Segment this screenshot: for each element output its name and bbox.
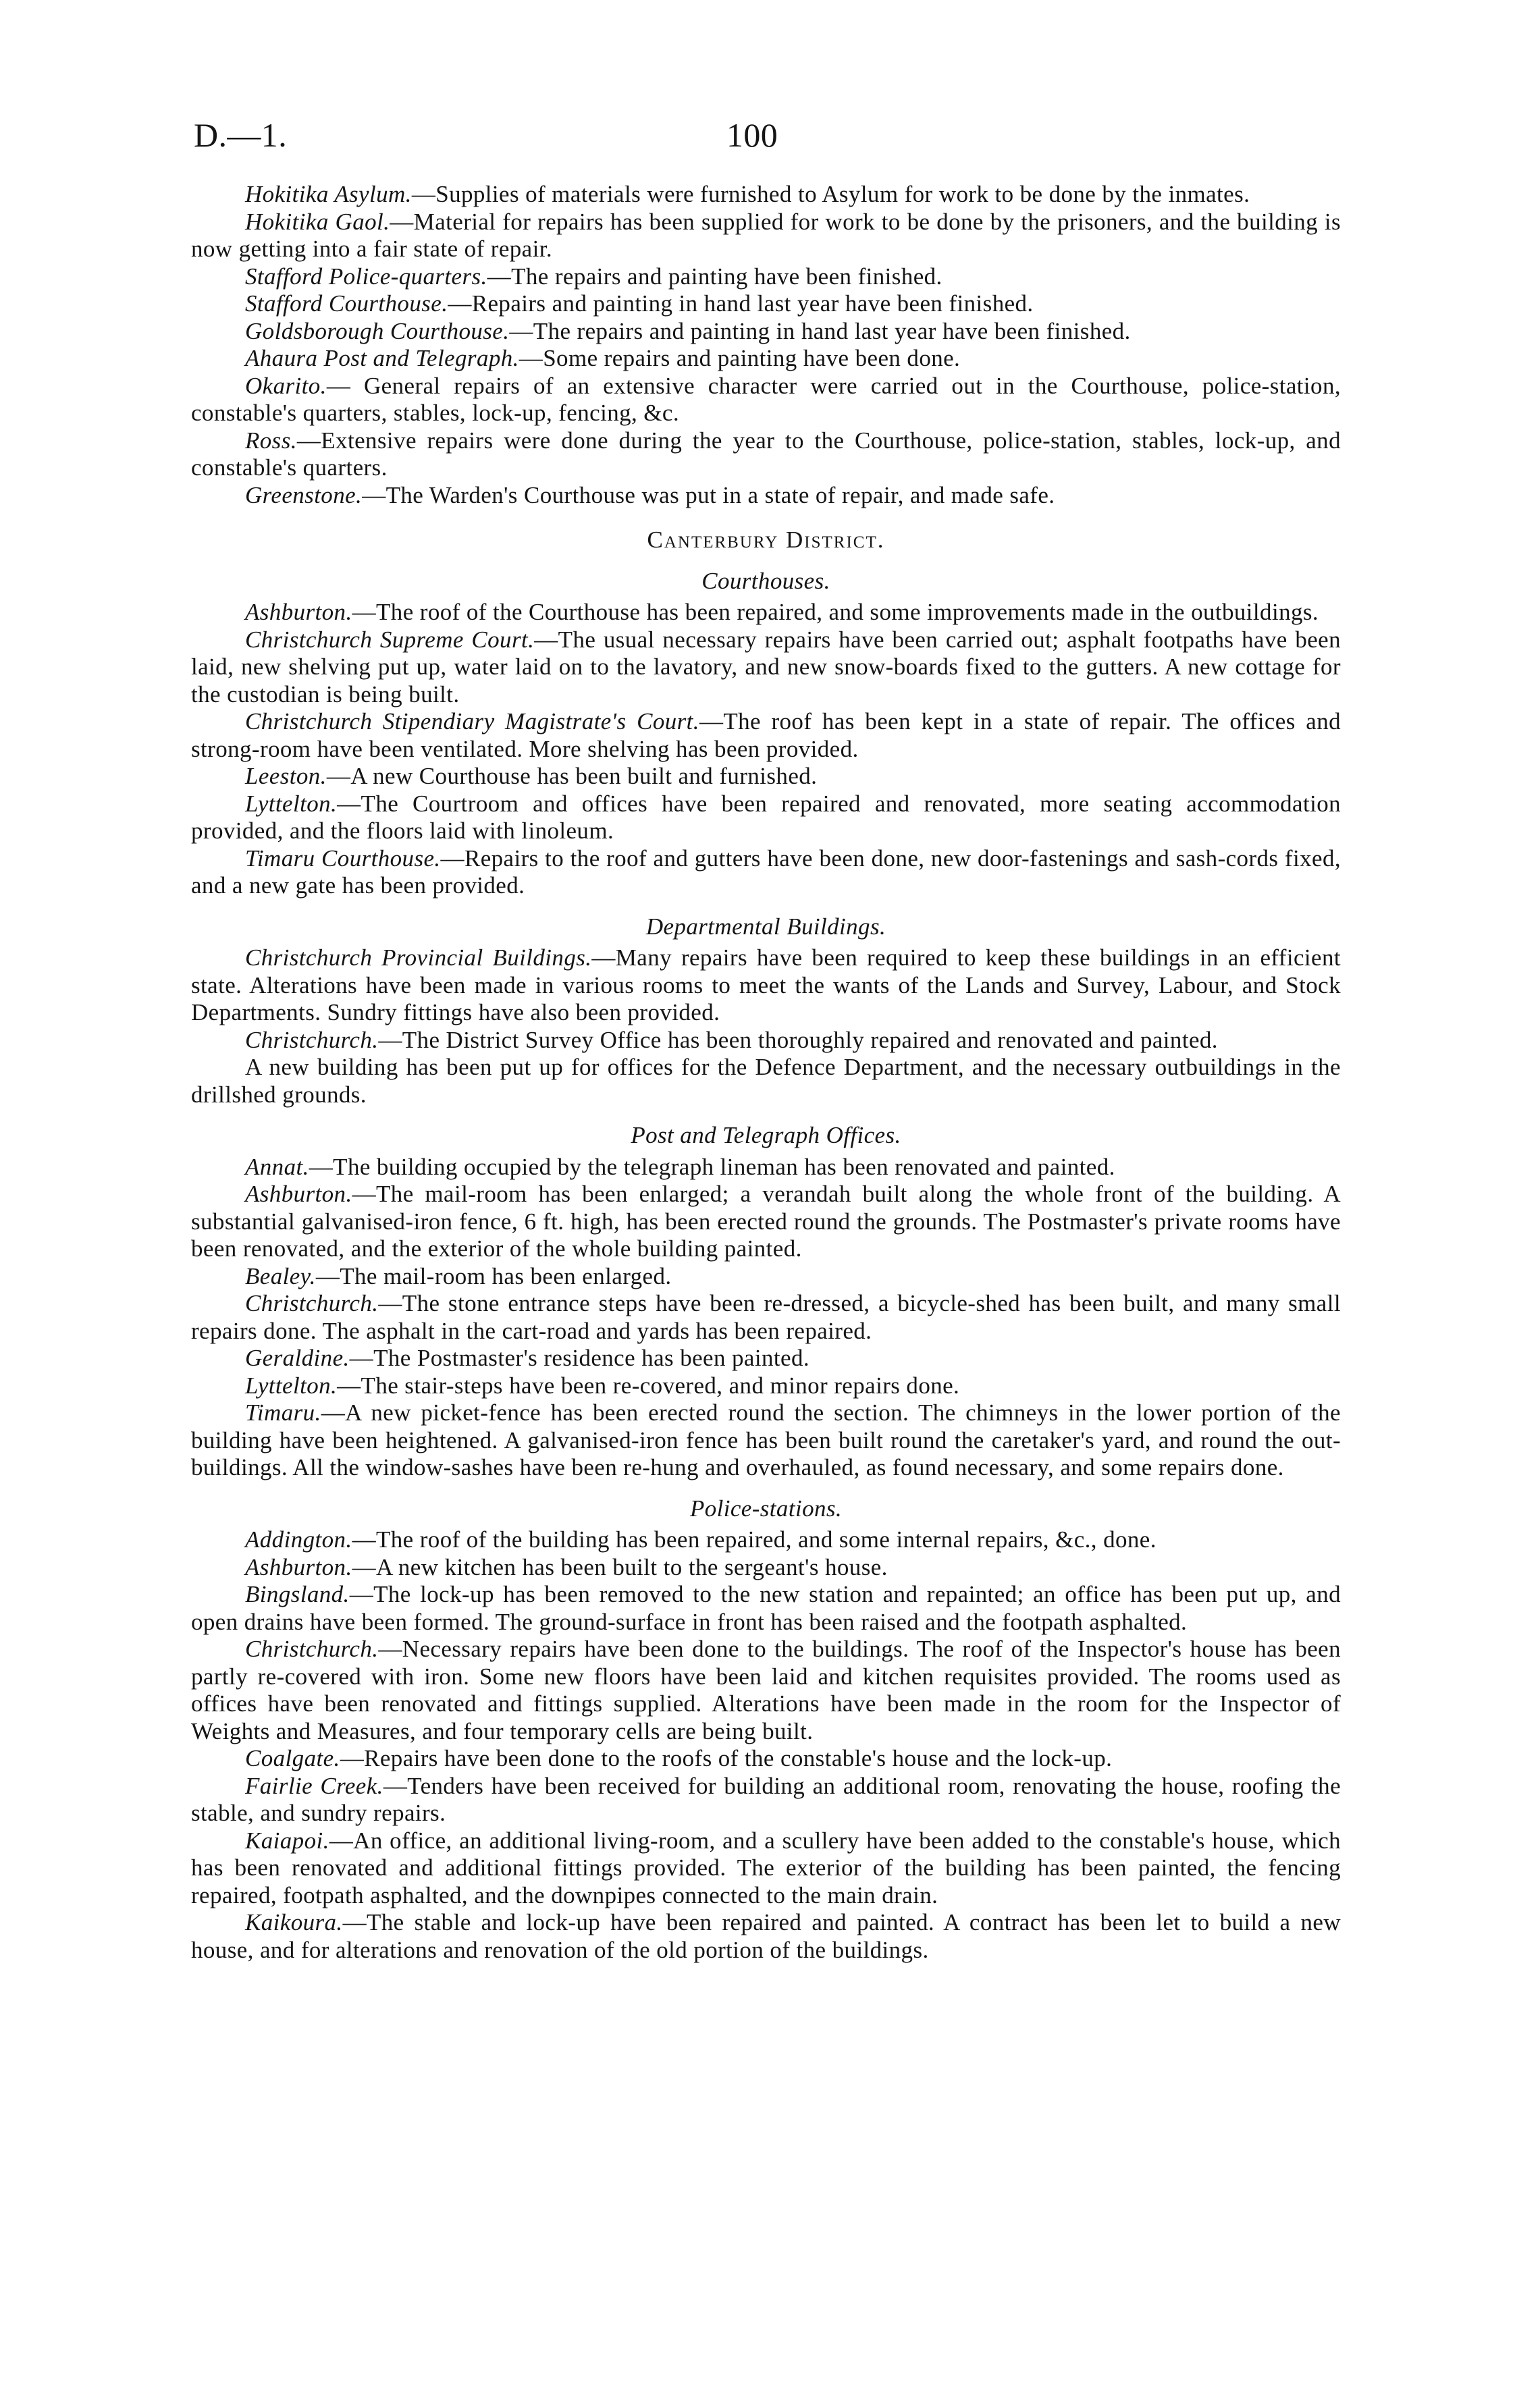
paragraph-lead: Annat. bbox=[245, 1153, 309, 1180]
paragraph-text: —Many repairs have been required to keep these buildings in an efficient state. Alterations have been made in various rooms to meet the wants of the Lands and Survey, Labour, and Stock Departments. Sundry fittings have also been provided. bbox=[191, 944, 1341, 1025]
paragraph-lead: Christchurch. bbox=[245, 1026, 379, 1053]
paragraph-text: —The repairs and painting have been finished. bbox=[487, 263, 942, 290]
paragraph-text: —Some repairs and painting have been done. bbox=[519, 345, 961, 371]
paragraph bbox=[191, 1773, 1341, 1827]
paragraph-lead: Christchurch. bbox=[245, 1636, 379, 1662]
document-body bbox=[191, 181, 1341, 1964]
paragraph-lead: Ashburton. bbox=[245, 1553, 352, 1580]
paragraph-text: —The mail-room has been enlarged. bbox=[315, 1262, 672, 1289]
paragraph-text: —A new kitchen has been built to the sergeant's house. bbox=[352, 1553, 888, 1580]
paragraph bbox=[191, 1027, 1341, 1054]
paragraph-text: —The lock-up has been removed to the new station and repainted; an office has been put up, and open drains have been formed. The ground-surface in front has been raised and the footpath asphalted. bbox=[191, 1581, 1341, 1635]
paragraph bbox=[191, 944, 1341, 1027]
paragraph-lead: Hokitika Gaol. bbox=[245, 208, 390, 235]
paragraph-lead: Kaikoura. bbox=[245, 1909, 343, 1935]
paragraph-text: —A new picket-fence has been erected round the section. The chimneys in the lower portion of the building have been heightened. A galvanised-iron fence has been built round the caretaker's yard, and round the out-buildings. All the window-sashes have been re-hung and overhauled, as found necessary, and some repairs done. bbox=[191, 1399, 1341, 1480]
paragraph bbox=[191, 1154, 1341, 1181]
paragraph-lead: Christchurch Provincial Buildings. bbox=[245, 944, 592, 971]
paragraph-lead: Fairlie Creek. bbox=[245, 1772, 383, 1799]
paragraph bbox=[191, 1745, 1341, 1773]
paragraph bbox=[191, 599, 1341, 626]
paragraph-text: —An office, an additional living-room, and a scullery have been added to the constable's house, which has been renovated and additional fittings provided. The exterior of the building has been painted, the fencing repaired, footpath asphalted, and the downpipes connected to the main drain. bbox=[191, 1827, 1341, 1908]
paragraph-text: —The building occupied by the telegraph lineman has been renovated and painted. bbox=[309, 1153, 1115, 1180]
paragraph bbox=[191, 626, 1341, 709]
paragraph-lead: Timaru. bbox=[245, 1399, 321, 1426]
paragraph-text: —Repairs have been done to the roofs of the constable's house and the lock-up. bbox=[340, 1745, 1113, 1771]
paragraph-lead: Kaiapoi. bbox=[245, 1827, 329, 1854]
paragraph-text: —A new Courthouse has been built and furnished. bbox=[326, 763, 818, 789]
paragraph-lead: Ashburton. bbox=[245, 1181, 352, 1207]
paragraph-lead: Stafford Courthouse. bbox=[245, 290, 448, 317]
paragraph-lead: Bingsland. bbox=[245, 1581, 350, 1607]
section-subheading: Police-stations. bbox=[689, 1495, 843, 1522]
paragraph bbox=[191, 1554, 1341, 1582]
document-reference: D.—1. bbox=[194, 116, 288, 154]
paragraph-text: —Material for repairs has been supplied for work to be done by the prisoners, and the building is now getting into a fair state of repair. bbox=[191, 208, 1341, 262]
paragraph-lead: Goldsborough Courthouse. bbox=[245, 317, 510, 344]
paragraph bbox=[191, 1181, 1341, 1263]
paragraph-lead: Christchurch. bbox=[245, 1290, 379, 1316]
paragraph bbox=[191, 1909, 1341, 1964]
paragraph-text: —The usual necessary repairs have been carried out; asphalt footpaths have been laid, new shelving put up, water laid on to the lavatory, and new snow-boards fixed to the gutters. A new cottage for the custodian is being built. bbox=[191, 626, 1341, 707]
paragraph-lead: Christchurch Supreme Court. bbox=[245, 626, 535, 653]
paragraph-lead: Coalgate. bbox=[245, 1745, 340, 1771]
paragraph bbox=[191, 263, 1341, 291]
paragraph-lead: Okarito. bbox=[245, 372, 327, 399]
paragraph-text: —The roof has been kept in a state of repair. The offices and strong-room have been ventilated. More shelving has been provided. bbox=[191, 708, 1341, 762]
section-subheading: Departmental Buildings. bbox=[645, 913, 886, 940]
paragraph-text: —The roof of the building has been repaired, and some internal repairs, &c., done. bbox=[352, 1526, 1157, 1553]
paragraph-text: —The stable and lock-up have been repaired and painted. A contract has been let to build a new house, and for alterations and renovation of the old portion of the buildings. bbox=[191, 1909, 1341, 1963]
paragraph bbox=[191, 482, 1341, 510]
paragraph bbox=[191, 791, 1341, 845]
paragraph bbox=[191, 708, 1341, 763]
paragraph-lead: Addington. bbox=[245, 1526, 352, 1553]
paragraph-lead: Geraldine. bbox=[245, 1345, 350, 1371]
paragraph-text: A new building has been put up for offices for the Defence Department, and the necessary outbuildings in the drillshed grounds. bbox=[191, 1054, 1341, 1108]
paragraph-text: —The mail-room has been enlarged; a verandah built along the whole front of the building. A substantial galvanised-iron fence, 6 ft. high, has been erected round the grounds. The Postmaster's private rooms have been renovated, and the exterior of the whole building painted. bbox=[191, 1181, 1341, 1262]
paragraph-lead: Timaru Courthouse. bbox=[245, 845, 441, 872]
paragraph-text: —The Postmaster's residence has been painted. bbox=[349, 1345, 809, 1371]
paragraph-text: —The Courtroom and offices have been repaired and renovated, more seating accommodation provided, and the floors laid with linoleum. bbox=[191, 790, 1341, 844]
paragraph-lead: Ashburton. bbox=[245, 599, 352, 625]
paragraph bbox=[191, 209, 1341, 263]
paragraph bbox=[191, 1581, 1341, 1636]
paragraph bbox=[191, 1345, 1341, 1372]
paragraph-lead: Lyttelton. bbox=[245, 1372, 338, 1399]
paragraph-lead: Bealey. bbox=[245, 1262, 316, 1289]
paragraph bbox=[191, 1827, 1341, 1910]
paragraph-text: —The Warden's Courthouse was put in a state of repair, and made safe. bbox=[362, 481, 1055, 508]
paragraph-lead: Hokitika Asylum. bbox=[245, 181, 412, 207]
paragraph bbox=[191, 427, 1341, 482]
paragraph bbox=[191, 1054, 1341, 1108]
paragraph-text: —Extensive repairs were done during the year to the Courthouse, police-station, stables, lock-up, and constable's quarters. bbox=[191, 427, 1341, 481]
paragraph-text: —The District Survey Office has been thoroughly repaired and renovated and painted. bbox=[378, 1026, 1218, 1053]
paragraph bbox=[191, 763, 1341, 791]
paragraph-text: —Necessary repairs have been done to the buildings. The roof of the Inspector's house has been partly re-covered with iron. Some new floors have been laid and kitchen requisites provided. The rooms used as offices have been renovated and fittings supplied. Alterations have been made in the room for the Inspector of Weights and Measures, and four temporary cells are being built. bbox=[191, 1636, 1341, 1744]
paragraph-text: — General repairs of an extensive character were carried out in the Courthouse, police-station, constable's quarters, stables, lock-up, fencing, &c. bbox=[191, 372, 1341, 426]
paragraph-lead: Christchurch Stipendiary Magistrate's Court. bbox=[245, 708, 699, 734]
paragraph bbox=[191, 1290, 1341, 1345]
paragraph bbox=[191, 1636, 1341, 1745]
paragraph-text: —The stone entrance steps have been re-dressed, a bicycle-shed has been built, and many small repairs done. The asphalt in the cart-road and yards has been repaired. bbox=[191, 1290, 1341, 1344]
paragraph bbox=[191, 373, 1341, 427]
paragraph-text: —Repairs and painting in hand last year have been finished. bbox=[448, 290, 1034, 317]
paragraph bbox=[191, 1399, 1341, 1482]
paragraph bbox=[191, 1372, 1341, 1400]
paragraph bbox=[191, 318, 1341, 346]
page-number: 100 bbox=[726, 116, 778, 154]
paragraph-text: —Repairs to the roof and gutters have been done, new door-fastenings and sash-cords fixed, and a new gate has been provided. bbox=[191, 845, 1341, 899]
paragraph-lead: Leeston. bbox=[245, 763, 327, 789]
paragraph bbox=[191, 290, 1341, 318]
section-subheading: Courthouses. bbox=[701, 567, 830, 594]
paragraph bbox=[191, 1263, 1341, 1291]
paragraph-lead: Greenstone. bbox=[245, 481, 363, 508]
paragraph-lead: Ahaura Post and Telegraph. bbox=[245, 345, 519, 371]
paragraph bbox=[191, 845, 1341, 900]
paragraph bbox=[191, 345, 1341, 373]
paragraph-text: —The stair-steps have been re-covered, and minor repairs done. bbox=[337, 1372, 960, 1399]
paragraph-text: —Tenders have been received for building an additional room, renovating the house, roofing the stable, and sundry repairs. bbox=[191, 1772, 1341, 1826]
paragraph-text: —The roof of the Courthouse has been repaired, and some improvements made in the outbuildings. bbox=[352, 599, 1319, 625]
paragraph-text: —Supplies of materials were furnished to Asylum for work to be done by the inmates. bbox=[411, 181, 1250, 207]
district-heading: Canterbury District. bbox=[647, 527, 885, 553]
paragraph bbox=[191, 181, 1341, 209]
paragraph-text: —The repairs and painting in hand last year have been finished. bbox=[509, 317, 1131, 344]
paragraph bbox=[191, 1526, 1341, 1554]
paragraph-lead: Ross. bbox=[245, 427, 297, 454]
section-subheading: Post and Telegraph Offices. bbox=[631, 1122, 901, 1148]
paragraph-lead: Stafford Police-quarters. bbox=[245, 263, 487, 290]
paragraph-lead: Lyttelton. bbox=[245, 790, 338, 817]
